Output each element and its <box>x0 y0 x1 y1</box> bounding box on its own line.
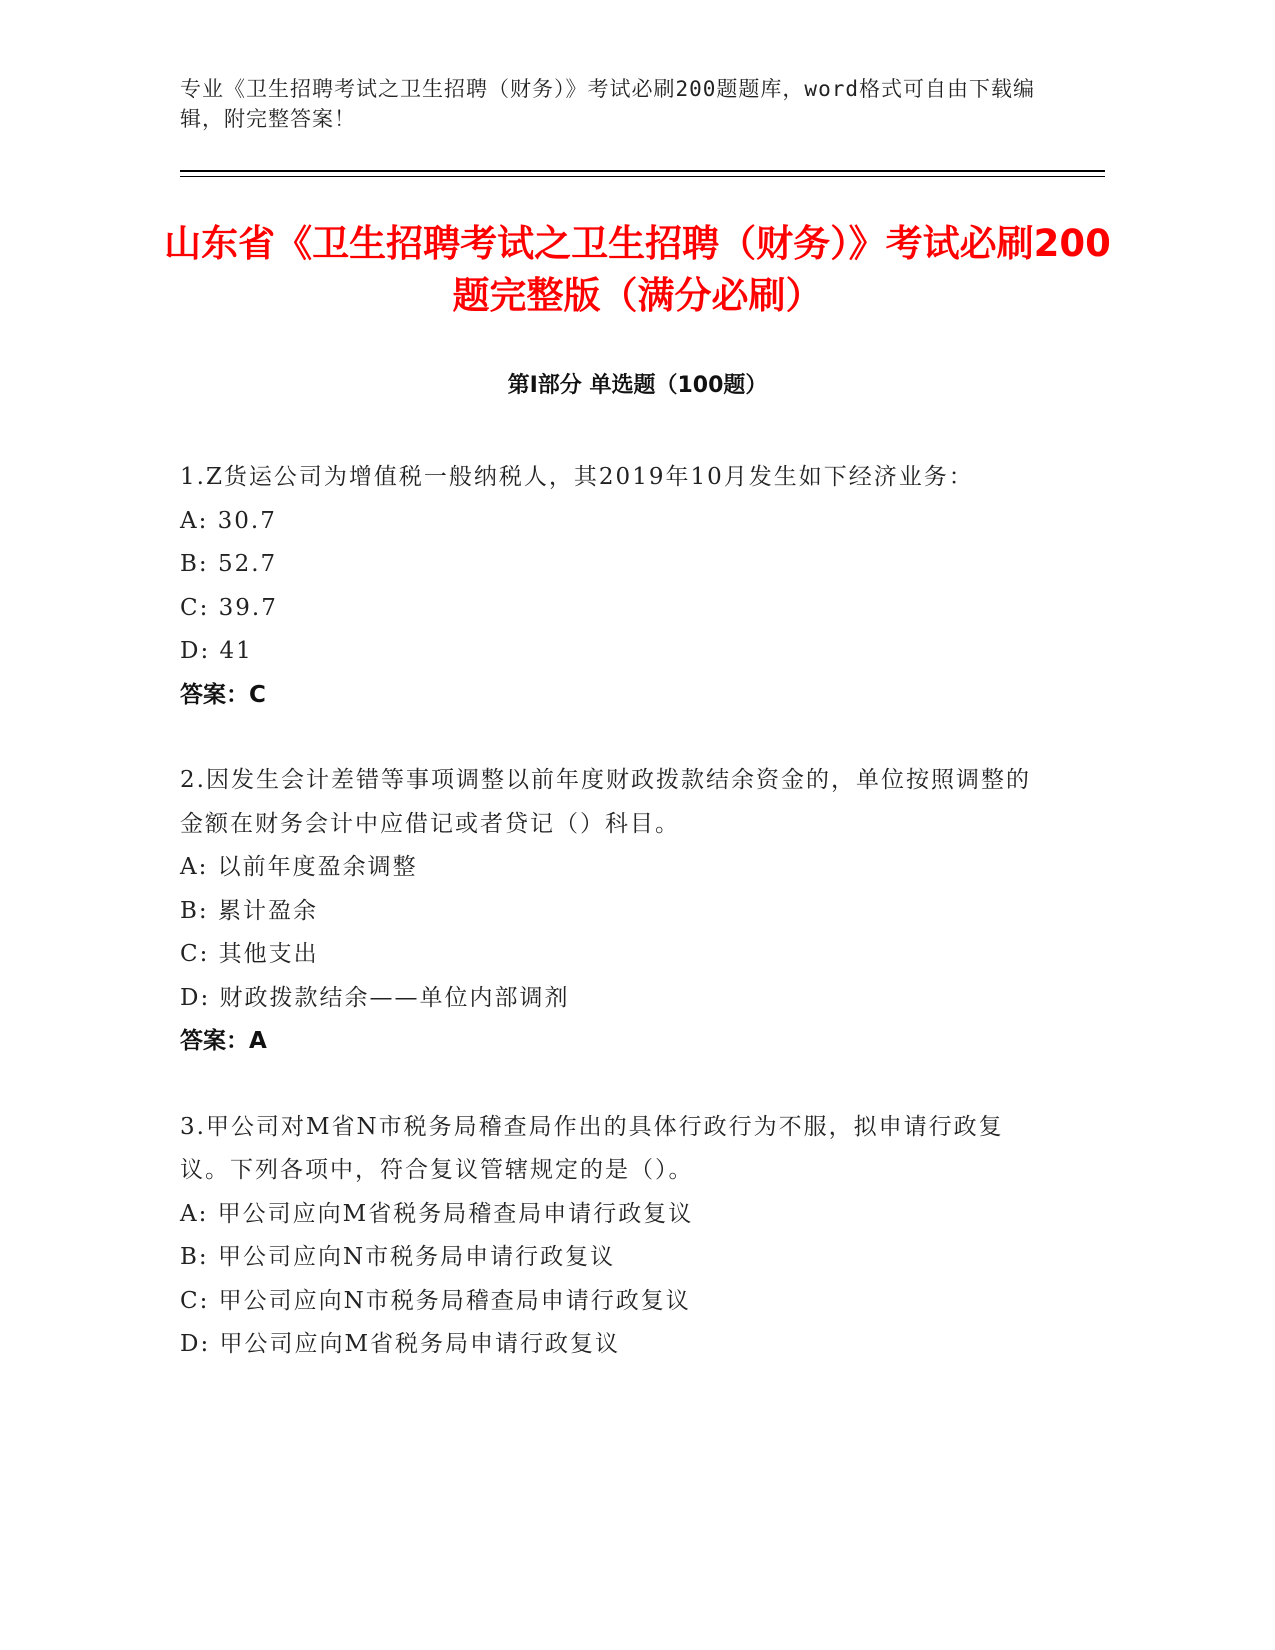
question-list <box>180 456 1040 1409</box>
option-a: A: 30.7 <box>180 507 277 534</box>
option-d: D: 41 <box>180 638 253 664</box>
header-divider-thick <box>180 170 1105 172</box>
section-heading: 第I部分 单选题（100题） <box>507 373 768 398</box>
answer-line: 答案：A <box>180 1028 267 1054</box>
option-b: B: 甲公司应向N市税务局申请行政复议 <box>180 1244 616 1270</box>
option-a: A: 以前年度盈余调整 <box>180 854 418 880</box>
option-d: D: 甲公司应向M省税务局申请行政复议 <box>180 1331 621 1357</box>
question-stem: 2.因发生会计差错等事项调整以前年度财政拨款结余资金的，单位按照调整的金额在财务会计中应借记或者贷记（）科目。 <box>180 767 1031 837</box>
option-d: D: 财政拨款结余——单位内部调剂 <box>180 984 570 1011</box>
question-2 <box>180 759 1040 1064</box>
question-1 <box>180 456 1040 717</box>
question-3 <box>180 1106 1040 1367</box>
option-a: A: 甲公司应向M省税务局稽查局申请行政复议 <box>180 1200 694 1227</box>
option-c: C: 39.7 <box>180 594 278 621</box>
header-divider-thin <box>180 176 1105 177</box>
answer-line: 答案：C <box>180 681 266 708</box>
option-c: C: 其他支出 <box>180 941 319 967</box>
option-b: B: 累计盈余 <box>180 897 318 924</box>
option-b: B: 52.7 <box>180 551 278 577</box>
header-note: 专业《卫生招聘考试之卫生招聘（财务）》考试必刷200题题库，word格式可自由下载编辑，附完整答案！ <box>180 77 1035 131</box>
document-title: 山东省《卫生招聘考试之卫生招聘（财务）》考试必刷200题完整版（满分必刷） <box>164 222 1111 317</box>
question-stem: 3.甲公司对M省N市税务局稽查局作出的具体行政行为不服，拟申请行政复议。下列各项中，符合复议管辖规定的是（）。 <box>180 1113 1004 1183</box>
option-c: C: 甲公司应向N市税务局稽查局申请行政复议 <box>180 1287 691 1314</box>
question-stem: 1.Z货运公司为增值税一般纳税人，其2019年10月发生如下经济业务： <box>180 464 974 490</box>
